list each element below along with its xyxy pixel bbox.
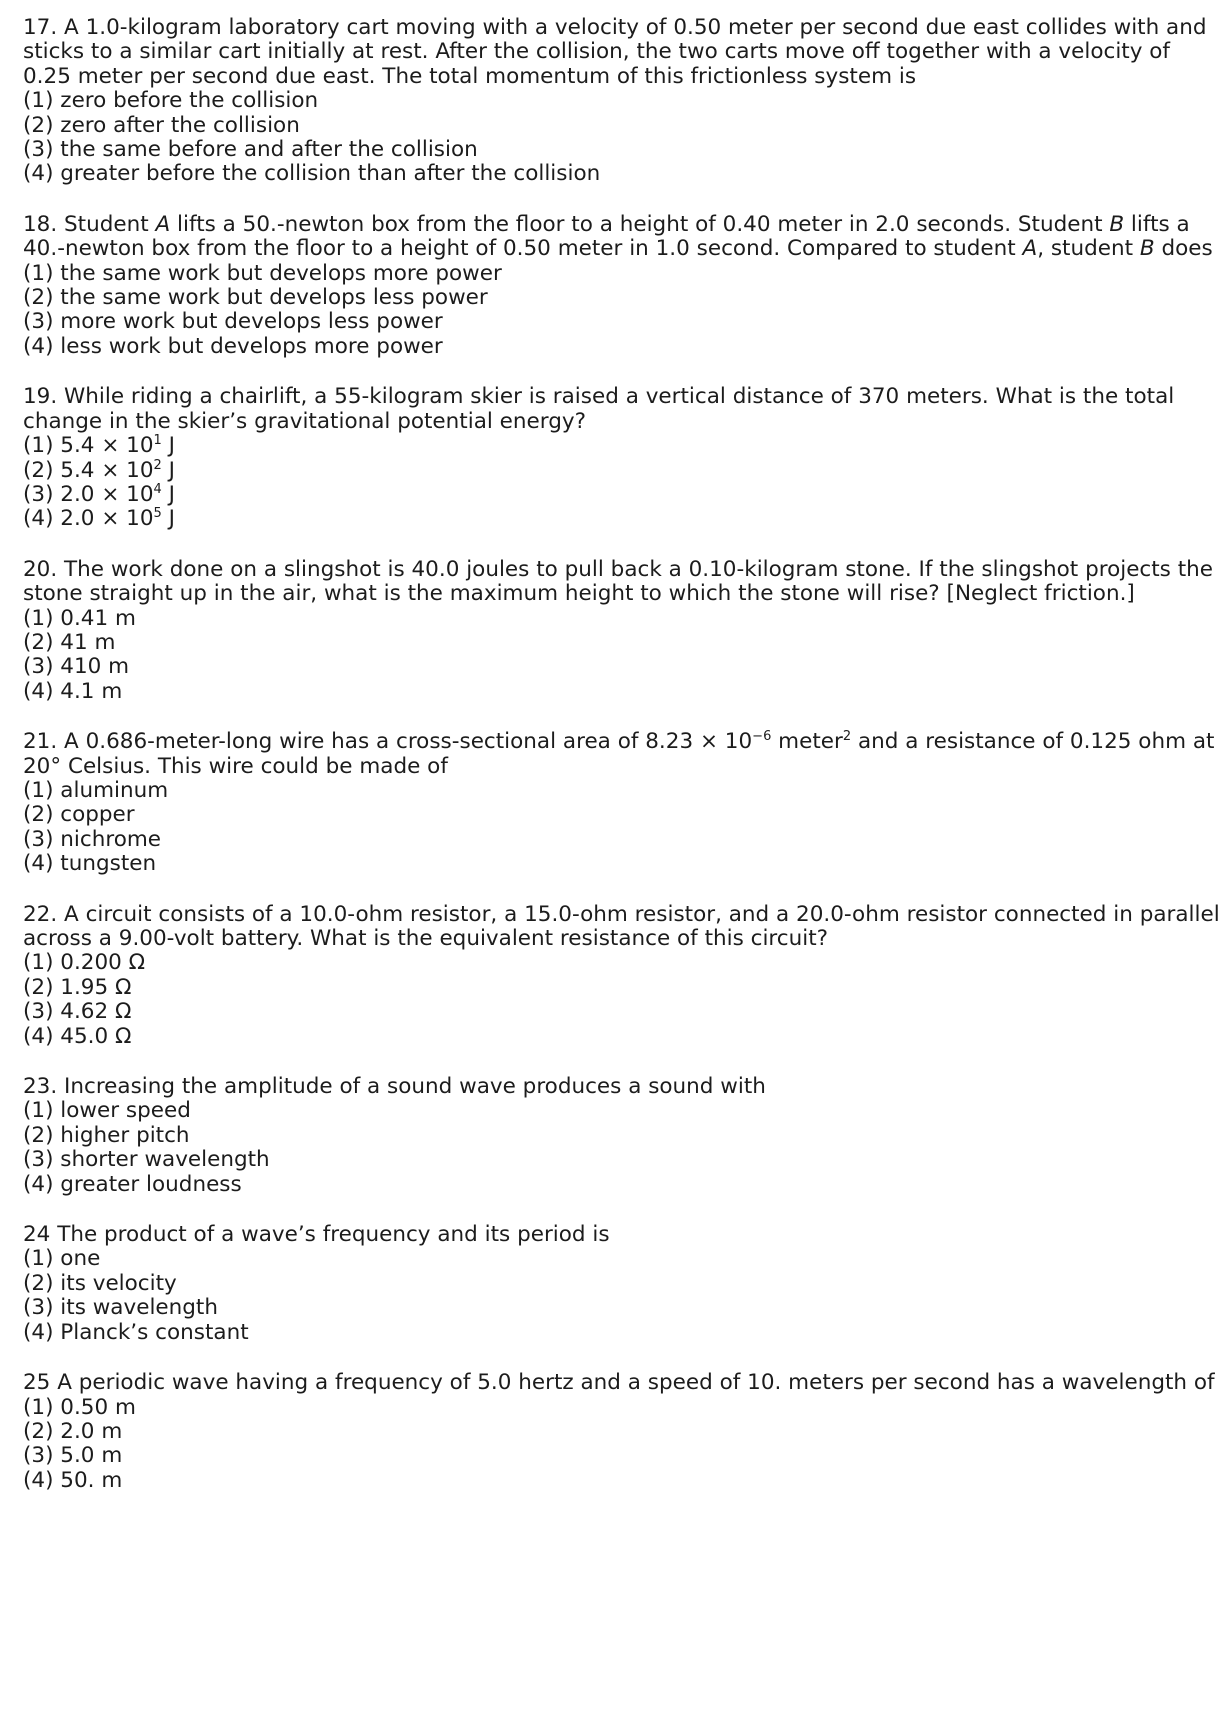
option-base: (3) 2.0 × 10 [23,481,154,507]
answer-option: (3) more work but develops less power [23,309,443,335]
student-label: A [1022,236,1038,262]
question-24 [23,1223,1223,1345]
answer-option: (2) copper [23,802,135,828]
answer-option: (4) greater before the collision than after the collision [23,161,601,187]
answer-option: (2) 2.0 m [23,1418,123,1444]
answer-option: (1) the same work but develops more power [23,260,502,286]
stem-text: , student [1037,236,1140,262]
answer-option [23,507,1223,531]
answer-option: (2) higher pitch [23,1122,190,1148]
option-unit: J [161,457,175,483]
answer-option: (4) 50. m [23,1467,123,1493]
answer-option: (2) 1.95 Ω [23,974,132,1000]
question-stem: 17. A 1.0-kilogram laboratory cart moving with a velocity of 0.50 meter per second due east collides with and sticks to a similar cart initially at rest. After the collision, the two carts move off together with a velocity of 0.25 meter per second due east. The total momentum of this frictionless system is [23,15,1207,89]
stem-text: does [1154,236,1213,262]
answer-option: (2) 41 m [23,629,116,655]
question-stem: 25 A periodic wave having a frequency of 5.0 hertz and a speed of 10. meters per second has a wavelength of [23,1370,1215,1396]
question-stem: 20. The work done on a slingshot is 40.0 joules to pull back a 0.10-kilogram stone. If the slingshot projects the stone straight up in the air, what is the maximum height to which the stone will rise? [Neglect friction.] [23,556,1214,607]
student-label: A [155,211,171,237]
option-base: (2) 5.4 × 10 [23,457,154,483]
answer-option: (4) tungsten [23,851,157,877]
option-unit: J [161,481,175,507]
question-23 [23,1075,1223,1197]
answer-option [23,434,1223,458]
answer-option: (3) 4.62 Ω [23,999,132,1025]
answer-option [23,483,1223,507]
answer-option: (1) aluminum [23,777,169,803]
answer-option: (4) 4.1 m [23,678,123,704]
question-stem [23,213,1223,262]
exam-page [23,16,1223,1519]
answer-option: (1) lower speed [23,1098,191,1124]
stem-text: 21. A 0.686-meter-long wire has a cross-sectional area of 8.23 × 10 [23,729,753,755]
question-stem: 22. A circuit consists of a 10.0-ohm resistor, a 15.0-ohm resistor, and a 20.0-ohm resistor connected in parallel across a 9.00-volt battery. What is the equivalent resistance of this circuit? [23,901,1220,951]
question-18 [23,213,1223,359]
answer-option: (4) less work but develops more power [23,333,443,359]
answer-option: (2) zero after the collision [23,112,300,138]
question-17 [23,16,1223,187]
option-exponent: 5 [153,506,162,522]
option-unit: J [161,433,175,459]
answer-option: (2) its velocity [23,1270,177,1296]
question-stem: 23. Increasing the amplitude of a sound wave produces a sound with [23,1074,766,1100]
answer-option: (1) one [23,1246,101,1272]
answer-option: (4) Planck’s constant [23,1319,249,1345]
answer-option: (2) the same work but develops less power [23,285,488,311]
question-19 [23,385,1223,531]
question-20 [23,558,1223,704]
question-stem [23,730,1223,779]
answer-option: (3) the same before and after the collision [23,137,478,163]
stem-text: and a resistance of 0.125 ohm at 20° Celsius. This wire could be made of [23,729,1215,779]
answer-option: (1) zero before the collision [23,88,319,114]
option-exponent: 4 [153,481,162,497]
question-22 [23,903,1223,1049]
answer-option: (3) 5.0 m [23,1443,123,1469]
question-25 [23,1371,1223,1493]
question-21 [23,730,1223,876]
stem-text: meter [771,729,843,755]
question-stem: 19. While riding a chairlift, a 55-kilogram skier is raised a vertical distance of 370 meters. What is the total change in the skier’s gravitational potential energy? [23,384,1175,434]
student-label: B [1109,211,1125,237]
option-base: (4) 2.0 × 10 [23,506,154,532]
answer-option: (3) shorter wavelength [23,1147,270,1173]
answer-option: (1) 0.50 m [23,1394,136,1420]
stem-text: 18. Student [23,211,156,237]
answer-option: (3) nichrome [23,826,162,852]
answer-option [23,459,1223,483]
answer-option: (4) 45.0 Ω [23,1023,132,1049]
option-exponent: 1 [153,433,162,449]
option-exponent: 2 [153,457,162,473]
answer-option: (3) its wavelength [23,1295,218,1321]
answer-option: (1) 0.41 m [23,605,136,631]
answer-option: (4) greater loudness [23,1171,242,1197]
answer-option: (1) 0.200 Ω [23,950,146,976]
question-stem: 24 The product of a wave’s frequency and its period is [23,1222,610,1248]
exponent: 2 [842,729,852,745]
option-unit: J [161,506,175,532]
exponent: −6 [752,729,772,745]
answer-option: (3) 410 m [23,654,130,680]
student-label: B [1139,236,1155,262]
option-base: (1) 5.4 × 10 [23,433,154,459]
stem-text: lifts a 50.-newton box from the floor to a height of 0.40 meter in 2.0 seconds. Student [170,211,1110,237]
stem-text: lifts a 40.-newton box from the floor to a height of 0.50 meter in 1.0 second. Compared to student [23,211,1190,262]
